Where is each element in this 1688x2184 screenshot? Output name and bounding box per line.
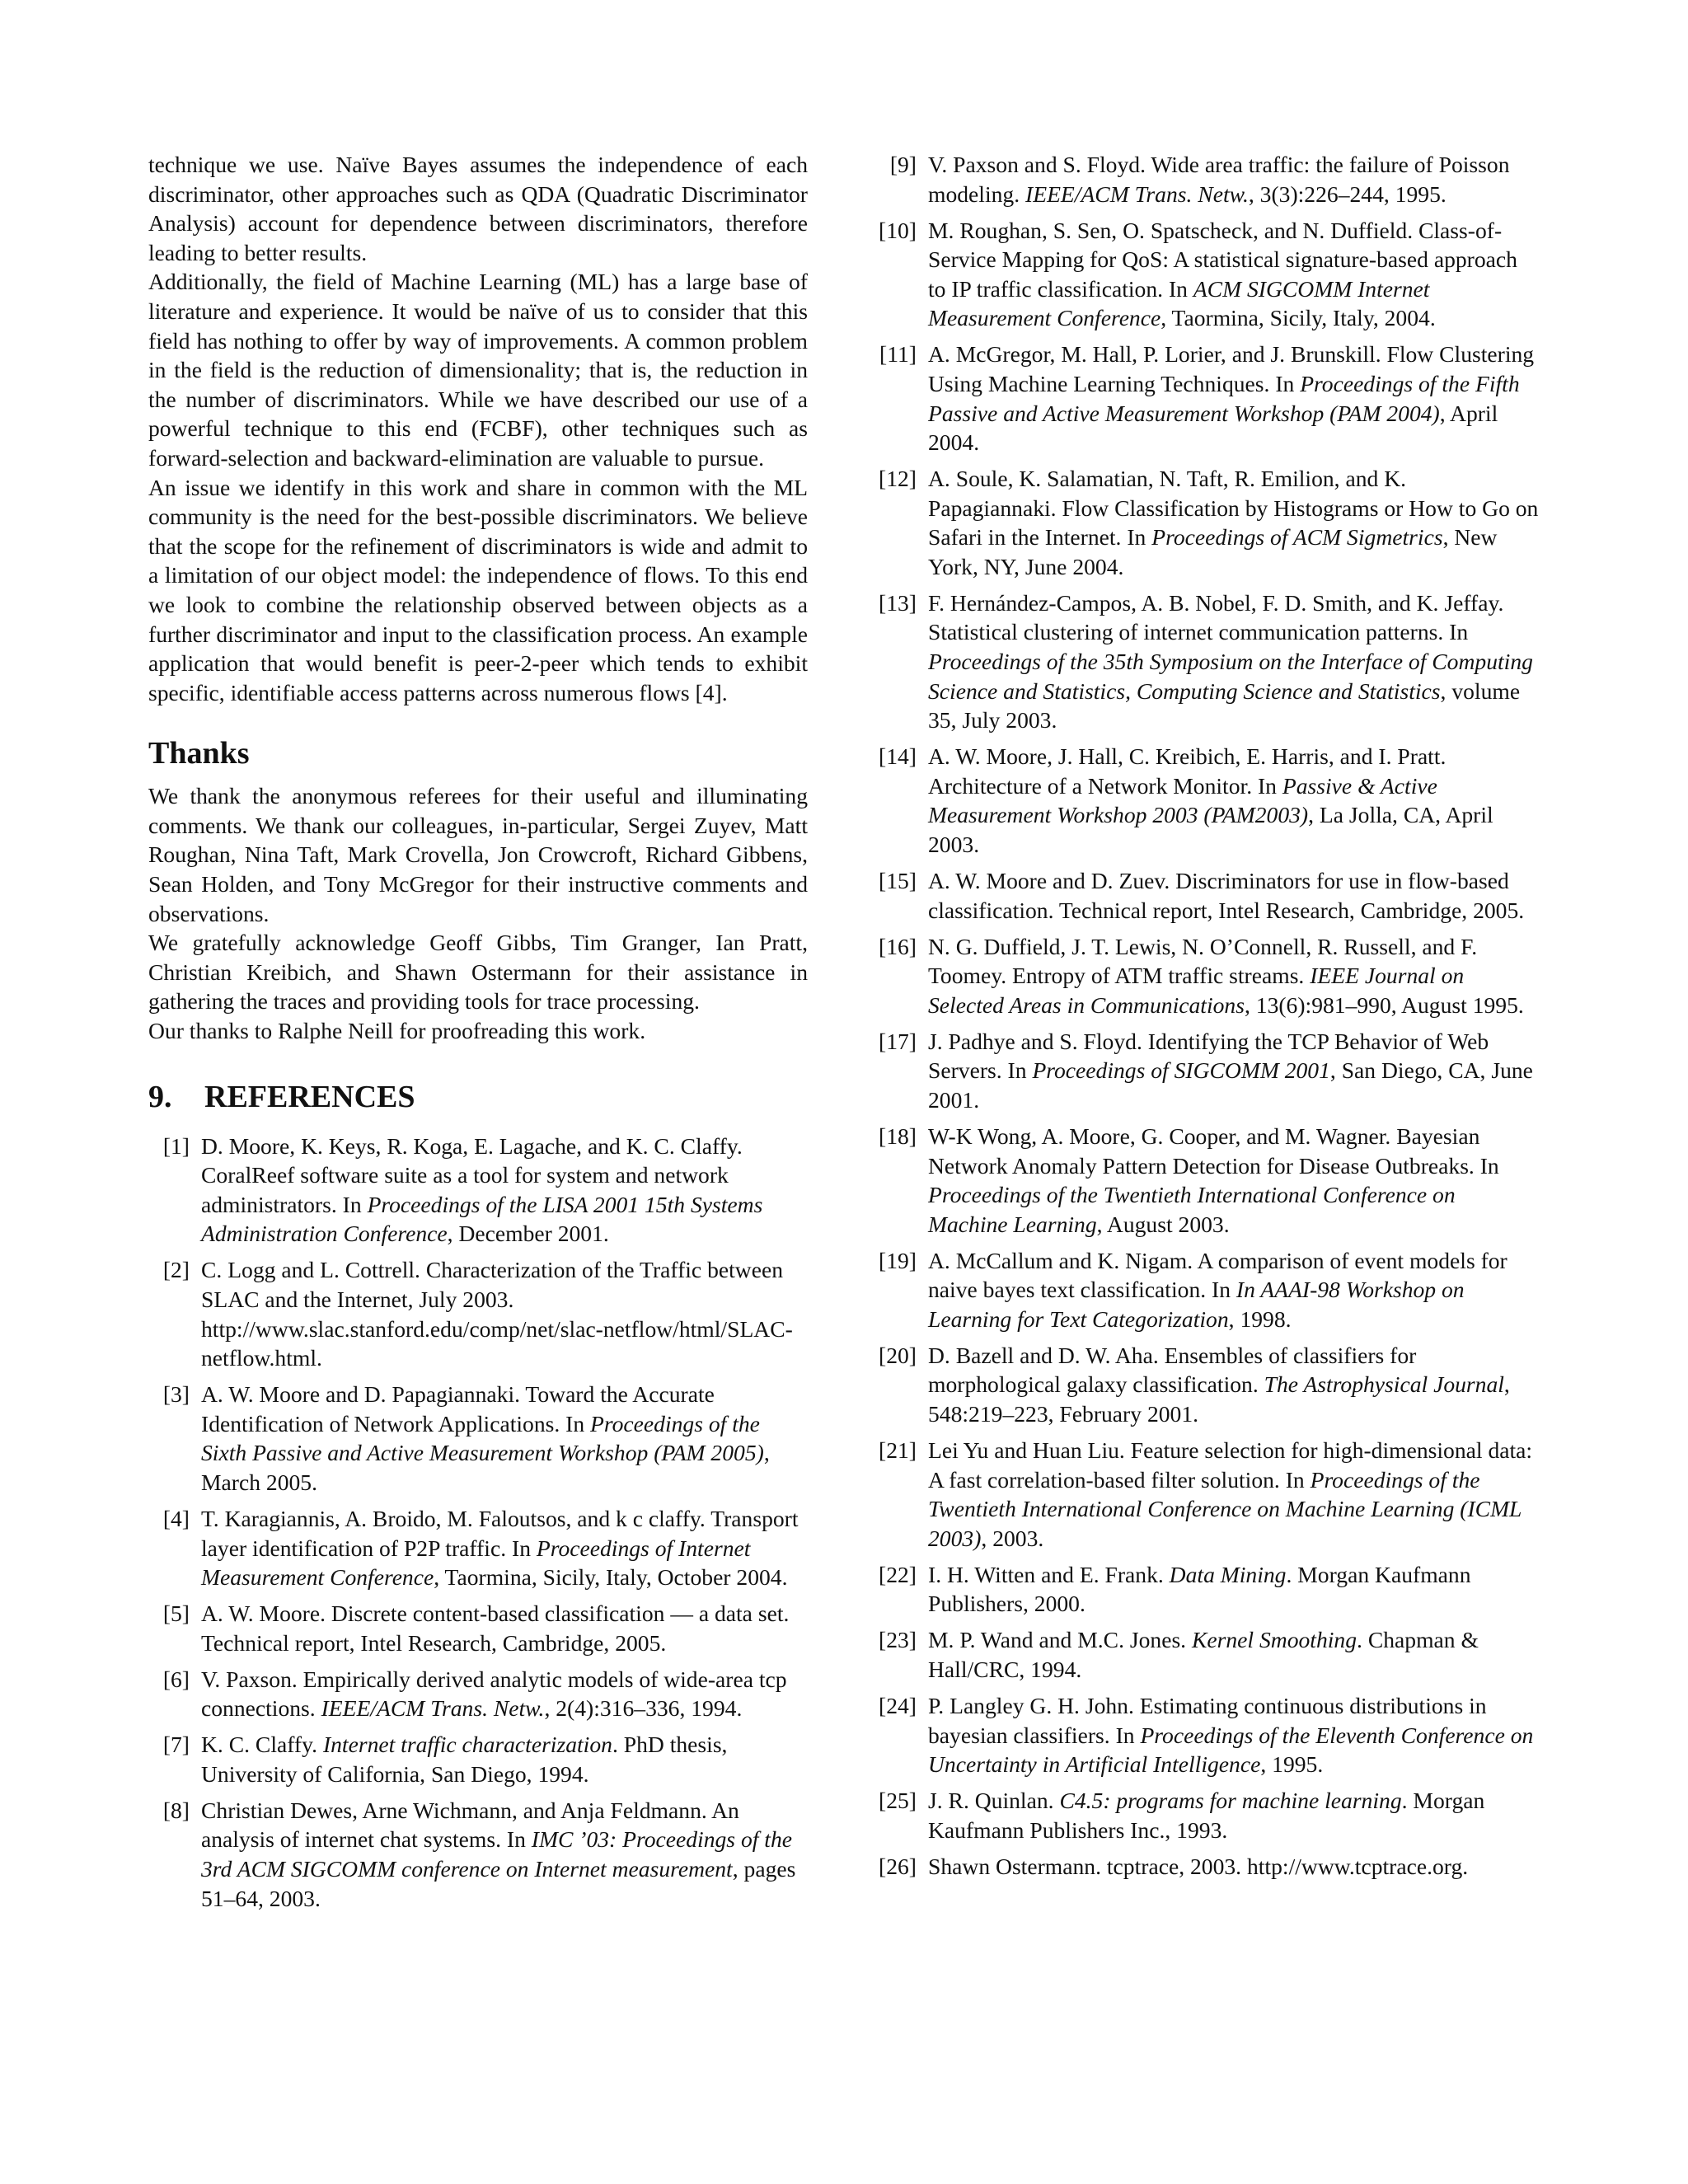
reference-text-tail: , pages 51–64, 2003. bbox=[201, 1856, 796, 1911]
reference-text-plain: V. Paxson and S. Floyd. Wide area traffic: the failure of Poisson modeling. bbox=[928, 152, 1510, 207]
reference-text-plain: D. Bazell and D. W. Aha. Ensembles of classifiers for morphological galaxy classification. bbox=[928, 1342, 1417, 1398]
reference-item bbox=[875, 464, 1540, 581]
reference-text-tail: . PhD thesis, University of California, San Diego, 1994. bbox=[201, 1732, 728, 1787]
reference-text bbox=[201, 1730, 808, 1788]
reference-text-tail: , December 2001. bbox=[447, 1221, 609, 1247]
reference-text-tail: , 2003. bbox=[981, 1525, 1044, 1551]
reference-number: [26] bbox=[879, 1853, 917, 1879]
reference-number: [4] bbox=[162, 1505, 190, 1531]
reference-text-tail: , 1995. bbox=[1260, 1751, 1324, 1778]
reference-item bbox=[875, 150, 1540, 209]
reference-text-tail: , Taormina, Sicily, Italy, 2004. bbox=[1160, 305, 1436, 331]
thanks-paragraph: Our thanks to Ralphe Neill for proofreading this work. bbox=[148, 1018, 646, 1044]
reference-text-plain: J. Padhye and S. Floyd. Identifying the TCP Behavior of Web Servers. In bbox=[928, 1028, 1489, 1084]
reference-item bbox=[148, 1730, 808, 1788]
reference-item bbox=[148, 1504, 808, 1592]
reference-text-plain: N. G. Duffield, J. T. Lewis, N. O’Connell, R. Russell, and F. Toomey. Entropy of ATM traffic streams. bbox=[928, 933, 1478, 989]
reference-text-tail: , San Diego, CA, June 2001. bbox=[928, 1057, 1533, 1113]
reference-text bbox=[928, 150, 1540, 209]
reference-number: [8] bbox=[162, 1797, 190, 1823]
thanks-paragraph: We gratefully acknowledge Geoff Gibbs, Tim Granger, Ian Pratt, Christian Kreibich, and Shawn Ostermann for their assistance in gathering the traces and providing tools for trace processing. bbox=[148, 930, 808, 1015]
reference-text bbox=[928, 932, 1540, 1020]
reference-number: [1] bbox=[162, 1132, 190, 1159]
reference-title-italic: IEEE/ACM Trans. Netw. bbox=[1025, 180, 1249, 207]
references-section-number: 9. bbox=[148, 1079, 172, 1114]
reference-item bbox=[148, 1796, 808, 1913]
reference-number: [13] bbox=[879, 589, 917, 616]
reference-text bbox=[201, 1665, 808, 1723]
reference-text-plain: M. Roughan, S. Sen, O. Spatscheck, and N. Duffield. Class-of-Service Mapping for QoS: A statistical signature-based approach to IP traffic classification. In bbox=[928, 217, 1517, 302]
reference-item bbox=[875, 1246, 1540, 1334]
reference-item bbox=[148, 1380, 808, 1497]
reference-text-plain: I. H. Witten and E. Frank. bbox=[928, 1561, 1170, 1587]
reference-number: [3] bbox=[162, 1381, 190, 1408]
reference-item bbox=[875, 1341, 1540, 1429]
reference-text-plain: A. W. Moore and D. Papagiannaki. Toward the Accurate Identification of Network Applications. In bbox=[201, 1381, 715, 1436]
reference-number: [24] bbox=[879, 1692, 917, 1718]
reference-text bbox=[928, 1560, 1540, 1619]
reference-item bbox=[875, 1852, 1540, 1882]
reference-item bbox=[148, 1599, 808, 1657]
reference-item bbox=[875, 1560, 1540, 1619]
right-column bbox=[875, 150, 1540, 1888]
reference-text bbox=[928, 1852, 1540, 1882]
reference-title-italic: Data Mining bbox=[1169, 1561, 1287, 1587]
reference-text-tail: , April 2004. bbox=[928, 400, 1498, 456]
reference-number: [18] bbox=[879, 1122, 917, 1149]
reference-text-plain: T. Karagiannis, A. Broido, M. Faloutsos, and k c claffy. Transport layer identification of P2P traffic. In bbox=[201, 1505, 799, 1561]
reference-text-tail: , 2(4):316–336, 1994. bbox=[544, 1695, 743, 1722]
reference-item bbox=[875, 340, 1540, 457]
reference-text-tail: , volume 35, July 2003. bbox=[928, 677, 1521, 733]
reference-number: [9] bbox=[889, 152, 917, 177]
reference-title-italic: ACM SIGCOMM Internet Measurement Conference bbox=[928, 275, 1430, 331]
reference-title-italic: IEEE/ACM Trans. Netw. bbox=[321, 1695, 545, 1722]
reference-number: [22] bbox=[879, 1561, 917, 1587]
reference-title-italic: IEEE Journal on Selected Areas in Communications bbox=[928, 963, 1465, 1018]
reference-text-tail: , 1998. bbox=[1228, 1305, 1292, 1332]
body-paragraph: technique we use. Naïve Bayes assumes the independence of each discriminator, other approaches such as QDA (Quadratic Discriminator Analysis) account for dependence between discriminators, therefore leading to better results. bbox=[148, 152, 808, 265]
references-section-title: REFERENCES bbox=[204, 1079, 415, 1114]
reference-title-italic: Kernel Smoothing bbox=[1191, 1627, 1357, 1653]
reference-number: [12] bbox=[879, 466, 917, 492]
reference-text-tail: , 13(6):981–990, August 1995. bbox=[1244, 991, 1524, 1018]
reference-text bbox=[201, 1255, 808, 1372]
reference-title-italic: Proceedings of the Twentieth International Conference on Machine Learning (ICML 2003) bbox=[928, 1466, 1522, 1551]
reference-item bbox=[148, 1132, 808, 1249]
reference-text-tail: . Morgan Kaufmann Publishers Inc., 1993. bbox=[928, 1788, 1485, 1843]
reference-text bbox=[928, 1691, 1540, 1779]
reference-text bbox=[201, 1380, 808, 1497]
reference-item bbox=[875, 1027, 1540, 1115]
reference-text bbox=[201, 1599, 808, 1657]
reference-item bbox=[875, 1625, 1540, 1684]
reference-text-plain: Lei Yu and Huan Liu. Feature selection for high-dimensional data: A fast correlation-based filter solution. In bbox=[928, 1437, 1533, 1493]
reference-text-plain: Shawn Ostermann. tcptrace, 2003. http://www.tcptrace.org. bbox=[928, 1853, 1469, 1879]
reference-item bbox=[875, 1691, 1540, 1779]
reference-item bbox=[148, 1665, 808, 1723]
reference-number: [10] bbox=[879, 217, 917, 243]
reference-text bbox=[928, 866, 1540, 925]
body-paragraph: An issue we identify in this work and share in common with the ML community is the need for the best-possible discriminators. We believe that the scope for the refinement of discriminators is wide and admit to a limitation of our object model: the independence of flows. To this end we look to combine the relationship observed between objects as a further discriminator and input to the classification process. An example application that would benefit is peer-2-peer which tends to exhibit specific, identifiable access patterns across numerous flows [4]. bbox=[148, 474, 808, 705]
reference-number: [21] bbox=[879, 1437, 917, 1464]
reference-item bbox=[875, 932, 1540, 1020]
reference-number: [11] bbox=[879, 341, 917, 368]
reference-text-tail: . Morgan Kaufmann Publishers, 2000. bbox=[928, 1561, 1471, 1617]
reference-text bbox=[928, 340, 1540, 457]
reference-text-tail: , 3(3):226–244, 1995. bbox=[1248, 180, 1447, 207]
reference-text bbox=[928, 1246, 1540, 1334]
reference-text-plain: V. Paxson. Empirically derived analytic models of wide-area tcp connections. bbox=[201, 1666, 787, 1722]
reference-item bbox=[875, 866, 1540, 925]
reference-number: [14] bbox=[879, 743, 917, 770]
reference-number: [17] bbox=[879, 1028, 917, 1054]
reference-item bbox=[148, 1255, 808, 1372]
reference-text-plain: J. R. Quinlan. bbox=[928, 1788, 1060, 1814]
reference-number: [7] bbox=[162, 1732, 190, 1758]
reference-text-tail: , La Jolla, CA, April 2003. bbox=[928, 802, 1493, 858]
reference-item bbox=[875, 1786, 1540, 1844]
reference-title-italic: Proceedings of the Twentieth International Conference on Machine Learning bbox=[928, 1182, 1456, 1237]
reference-text bbox=[928, 464, 1540, 581]
reference-number: [20] bbox=[879, 1342, 917, 1368]
reference-number: [16] bbox=[879, 933, 917, 959]
reference-number: [2] bbox=[162, 1257, 190, 1283]
reference-text bbox=[928, 1436, 1540, 1553]
reference-text-tail: . Chapman & Hall/CRC, 1994. bbox=[928, 1627, 1479, 1682]
references-list-right bbox=[875, 150, 1540, 1881]
reference-item bbox=[875, 742, 1540, 859]
reference-title-italic: Proceedings of the Fifth Passive and Active Measurement Workshop (PAM 2004) bbox=[928, 370, 1520, 426]
reference-number: [15] bbox=[879, 868, 917, 893]
reference-text-plain: M. P. Wand and M.C. Jones. bbox=[928, 1627, 1192, 1653]
reference-title-italic: C4.5: programs for machine learning bbox=[1059, 1788, 1402, 1814]
reference-text-tail: , 548:219–223, February 2001. bbox=[928, 1371, 1510, 1427]
reference-item bbox=[875, 216, 1540, 333]
references-heading bbox=[148, 1079, 808, 1115]
reference-text-plain: W-K Wong, A. Moore, G. Cooper, and M. Wagner. Bayesian Network Anomaly Pattern Detection for Disease Outbreaks. In bbox=[928, 1122, 1499, 1179]
reference-text bbox=[928, 1625, 1540, 1684]
reference-text bbox=[928, 1341, 1540, 1429]
reference-text bbox=[928, 588, 1540, 735]
reference-number: [6] bbox=[162, 1666, 190, 1692]
reference-item bbox=[875, 1122, 1540, 1239]
reference-text-plain: A. McGregor, M. Hall, P. Lorier, and J. Brunskill. Flow Clustering Using Machine Learning Techniques. In bbox=[928, 341, 1535, 396]
reference-text-tail: , Taormina, Sicily, Italy, October 2004. bbox=[434, 1564, 788, 1591]
reference-text-tail: , March 2005. bbox=[201, 1440, 770, 1495]
thanks-paragraph: We thank the anonymous referees for their useful and illuminating comments. We thank our colleagues, in-particular, Sergei Zuyev, Matt Roughan, Nina Taft, Mark Crovella, Jon Crowcroft, Richard Gibbens, Sean Holden, and Tony McGregor for their instructive comments and observations. bbox=[148, 783, 808, 926]
reference-text-plain: Christian Dewes, Arne Wichmann, and Anja Feldmann. An analysis of internet chat systems. In bbox=[201, 1797, 739, 1853]
reference-text-tail: , New York, NY, June 2004. bbox=[928, 524, 1498, 579]
reference-item bbox=[875, 1436, 1540, 1553]
reference-number: [5] bbox=[162, 1601, 190, 1627]
reference-text bbox=[928, 216, 1540, 333]
reference-text bbox=[928, 1122, 1540, 1239]
reference-title-italic: Passive & Active Measurement Workshop 2003 (PAM2003) bbox=[928, 772, 1437, 828]
reference-text-plain: A. W. Moore. Discrete content-based classification — a data set. Technical report, Intel Research, Cambridge, 2005. bbox=[201, 1601, 790, 1656]
reference-text bbox=[928, 742, 1540, 859]
reference-title-italic: Proceedings of the Sixth Passive and Active Measurement Workshop (PAM 2005) bbox=[201, 1410, 764, 1466]
reference-title-italic: Internet traffic characterization bbox=[322, 1732, 612, 1758]
reference-text-plain: A. W. Moore and D. Zuev. Discriminators for use in flow-based classification. Technical report, Intel Research, Cambridge, 2005. bbox=[928, 868, 1525, 923]
reference-number: [23] bbox=[879, 1627, 917, 1653]
reference-text bbox=[201, 1132, 808, 1249]
reference-text bbox=[928, 1786, 1540, 1844]
reference-title-italic: Proceedings of Internet Measurement Conference bbox=[201, 1535, 751, 1591]
references-list-left bbox=[148, 1132, 808, 1914]
reference-number: [25] bbox=[879, 1788, 917, 1814]
reference-text bbox=[928, 1027, 1540, 1115]
left-column bbox=[148, 150, 808, 1920]
reference-text-plain: F. Hernández-Campos, A. B. Nobel, F. D. Smith, and K. Jeffay. Statistical clustering of internet communication patterns. In bbox=[928, 589, 1504, 645]
reference-title-italic: IMC ’03: Proceedings of the 3rd ACM SIGCOMM conference on Internet measurement bbox=[201, 1826, 793, 1882]
reference-text-plain: A. McCallum and K. Nigam. A comparison of event models for naive bayes text classification. In bbox=[928, 1247, 1507, 1303]
reference-item bbox=[875, 588, 1540, 735]
reference-text-plain: A. W. Moore, J. Hall, C. Kreibich, E. Harris, and I. Pratt. Architecture of a Network Monitor. In bbox=[928, 743, 1447, 799]
reference-text bbox=[201, 1504, 808, 1592]
reference-title-italic: The Astrophysical Journal bbox=[1264, 1371, 1504, 1398]
thanks-heading: Thanks bbox=[148, 736, 250, 771]
reference-text-tail: , August 2003. bbox=[1096, 1211, 1230, 1237]
reference-title-italic: Proceedings of the 35th Symposium on the Interface of Computing Science and Statistics, Computing Science and Statistics bbox=[928, 649, 1533, 704]
reference-text-plain: K. C. Claffy. bbox=[201, 1732, 323, 1758]
reference-title-italic: Proceedings of SIGCOMM 2001 bbox=[1032, 1057, 1330, 1084]
reference-text-plain: D. Moore, K. Keys, R. Koga, E. Lagache, and K. C. Claffy. CoralReef software suite as a tool for system and network administrators. In bbox=[201, 1132, 743, 1217]
reference-title-italic: Proceedings of the Eleventh Conference on Uncertainty in Artificial Intelligence bbox=[928, 1722, 1534, 1778]
reference-number: [19] bbox=[879, 1247, 917, 1273]
reference-title-italic: Proceedings of the LISA 2001 15th Systems Administration Conference bbox=[201, 1191, 763, 1247]
reference-title-italic: In AAAI-98 Workshop on Learning for Text Categorization bbox=[928, 1277, 1465, 1332]
reference-text bbox=[201, 1796, 808, 1913]
reference-text-plain: A. Soule, K. Salamatian, N. Taft, R. Emilion, and K. Papagiannaki. Flow Classification by Histograms or How to Go on Safari in the Internet. In bbox=[928, 466, 1539, 551]
body-paragraph: Additionally, the field of Machine Learning (ML) has a large base of literature and experience. It would be naïve of us to consider that this field has nothing to offer by way of improvements. A common problem in the field is the reduction of dimensionality; that is, the reduction in the number of discriminators. While we have described our use of a powerful technique to this end (FCBF), other techniques such as forward-selection and backward-elimination are valuable to pursue. bbox=[148, 269, 808, 471]
reference-title-italic: Proceedings of ACM Sigmetrics bbox=[1151, 524, 1443, 551]
reference-text-plain: C. Logg and L. Cottrell. Characterization of the Traffic between SLAC and the Internet, July 2003. http://www.slac.stanford.edu/comp/net/slac-netflow/html/SLAC-netflow.html. bbox=[201, 1257, 793, 1371]
reference-text-plain: P. Langley G. H. John. Estimating continuous distributions in bayesian classifiers. In bbox=[928, 1692, 1487, 1748]
